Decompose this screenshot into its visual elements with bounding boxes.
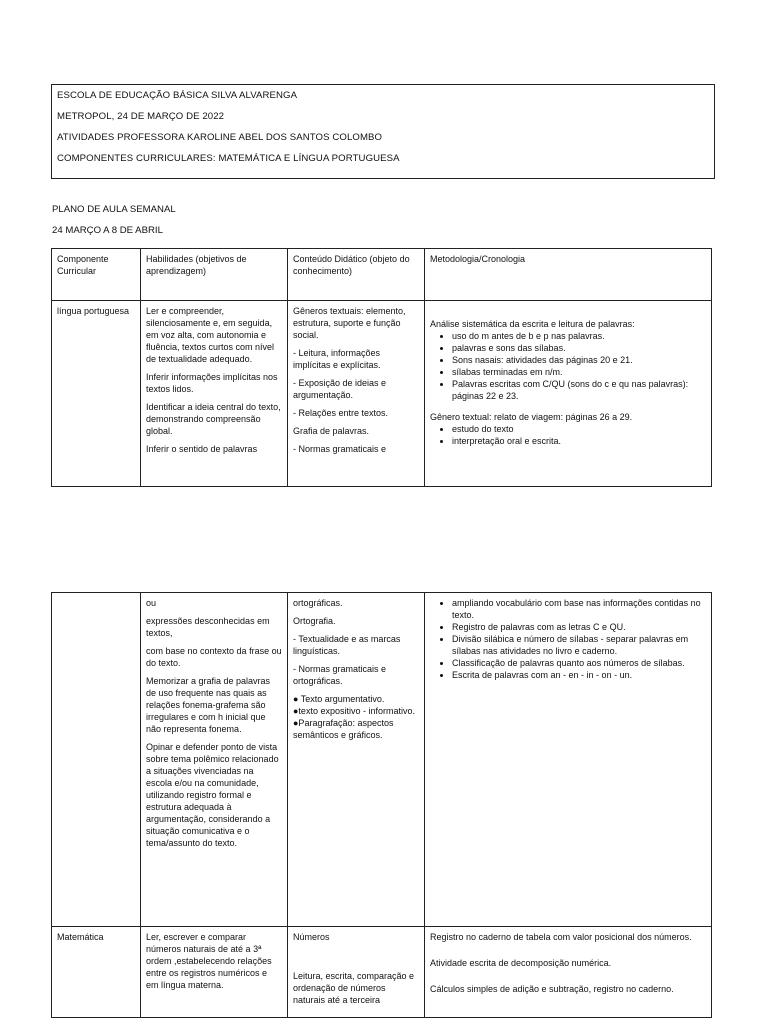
table-header-row bbox=[52, 249, 712, 301]
method-text: Atividade escrita de decomposição numérica. bbox=[430, 958, 612, 968]
method-intro: Análise sistemática da escrita e leitura de palavras: bbox=[430, 319, 635, 329]
components-line: COMPONENTES CURRICULARES: MATEMÁTICA E LÍNGUA PORTUGUESA bbox=[57, 153, 400, 164]
method-list-2 bbox=[430, 423, 706, 447]
content-text: - Normas gramaticais e bbox=[293, 444, 387, 454]
content-text: ortográficas. bbox=[293, 598, 343, 608]
method-text: Registro no caderno de tabela com valor posicional dos números. bbox=[430, 932, 692, 942]
content-text: - Relações entre textos. bbox=[293, 408, 389, 418]
list-item: • Palavras escritas com C/QU (sons do c e qu nas palavras): páginas 22 e 23. bbox=[452, 378, 706, 402]
lesson-plan-table-2 bbox=[51, 592, 712, 1018]
school-name: ESCOLA DE EDUCAÇÃO BÁSICA SILVA ALVARENGA bbox=[57, 90, 298, 101]
method-cell bbox=[425, 593, 712, 927]
col-header-method: Metodologia/Cronologia bbox=[425, 249, 712, 301]
method-list bbox=[430, 597, 706, 681]
skill-text: ou bbox=[146, 598, 157, 608]
list-item: • sílabas terminadas em n/m. bbox=[452, 366, 706, 378]
content-cell bbox=[288, 927, 425, 1018]
content-text: - Exposição de ideias e argumentação. bbox=[293, 378, 387, 400]
lesson-plan-table-1 bbox=[51, 248, 712, 487]
list-item: • Classificação de palavras quanto aos números de sílabas. bbox=[452, 657, 706, 669]
component-cell: Matemática bbox=[52, 927, 141, 1018]
skill-text: Identificar a ideia central do texto, demonstrando compreensão global. bbox=[146, 402, 281, 436]
skill-text: Inferir o sentido de palavras bbox=[146, 444, 258, 454]
content-title: Números bbox=[293, 932, 330, 942]
col-header-component: Componente Curricular bbox=[52, 249, 141, 301]
content-bullet: ● Texto argumentativo. bbox=[293, 694, 385, 704]
col-header-skills: Habilidades (objetivos de aprendizagem) bbox=[141, 249, 288, 301]
skills-cell bbox=[141, 301, 288, 487]
method-cell bbox=[425, 301, 712, 487]
content-text: - Textualidade e as marcas linguísticas. bbox=[293, 634, 401, 656]
component-cell: língua portuguesa bbox=[52, 301, 141, 487]
skills-cell bbox=[141, 593, 288, 927]
skill-text: Ler e compreender, silenciosamente e, em seguida, em voz alta, com autonomia e fluência, textos curtos com nível de textualidade adequado. bbox=[146, 306, 275, 364]
list-item: • Sons nasais: atividades das páginas 20 e 21. bbox=[452, 354, 706, 366]
content-text: Gêneros textuais: elemento, estrutura, suporte e função social. bbox=[293, 306, 406, 340]
col-header-content: Conteúdo Didático (objeto do conhecimento) bbox=[288, 249, 425, 301]
list-item: • interpretação oral e escrita. bbox=[452, 435, 706, 447]
content-bullet: ●texto expositivo - informativo. bbox=[293, 706, 415, 716]
component-cell bbox=[52, 593, 141, 927]
method-list bbox=[430, 330, 706, 402]
method-text: Cálculos simples de adição e subtração, registro no caderno. bbox=[430, 984, 674, 994]
list-item: • uso do m antes de b e p nas palavras. bbox=[452, 330, 706, 342]
method-cell bbox=[425, 927, 712, 1018]
skills-cell: Ler, escrever e comparar números naturais de até a 3ª ordem ,estabelecendo relações entre os registros numéricos e em língua materna. bbox=[141, 927, 288, 1018]
content-bullet: ●Paragrafação: aspectos semânticos e gráficos. bbox=[293, 718, 394, 740]
plan-period: 24 MARÇO A 8 DE ABRIL bbox=[52, 225, 163, 236]
content-text: - Normas gramaticais e ortográficas. bbox=[293, 664, 387, 686]
teacher-line: ATIVIDADES PROFESSORA KAROLINE ABEL DOS SANTOS COLOMBO bbox=[57, 132, 383, 143]
skill-text: Opinar e defender ponto de vista sobre tema polêmico relacionado a situações vivenciadas na escola e/ou na comunidade, utilizando registro formal e estrutura adequada à argumentação, considerando a situação comunicativa e o tema/assunto do texto. bbox=[146, 742, 279, 848]
skill-text: Memorizar a grafia de palavras de uso frequente nas quais as relações fonema-grafema são irregulares e com h inicial que não representa fonema. bbox=[146, 676, 271, 734]
content-text: Ortografia. bbox=[293, 616, 336, 626]
table-row bbox=[52, 593, 712, 927]
table-row bbox=[52, 301, 712, 487]
content-text: Leitura, escrita, comparação e ordenação de números naturais até a terceira bbox=[293, 971, 415, 1005]
content-cell bbox=[288, 301, 425, 487]
skill-text: Inferir informações implícitas nos textos lidos. bbox=[146, 372, 278, 394]
content-text: - Leitura, informações implícitas e explícitas. bbox=[293, 348, 381, 370]
content-text: Grafia de palavras. bbox=[293, 426, 370, 436]
date-line: METROPOL, 24 DE MARÇO DE 2022 bbox=[57, 111, 225, 122]
list-item: • estudo do texto bbox=[452, 423, 706, 435]
table-row bbox=[52, 927, 712, 1018]
content-cell bbox=[288, 593, 425, 927]
list-item: • Escrita de palavras com an - en - in - on - un. bbox=[452, 669, 706, 681]
skill-text: com base no contexto da frase ou do texto. bbox=[146, 646, 282, 668]
list-item: • Registro de palavras com as letras C e QU. bbox=[452, 621, 706, 633]
method-intro-2: Gênero textual: relato de viagem: páginas 26 a 29. bbox=[430, 412, 633, 422]
school-header-box bbox=[51, 84, 715, 179]
plan-title: PLANO DE AULA SEMANAL bbox=[52, 204, 176, 215]
list-item: • ampliando vocabulário com base nas informações contidas no texto. bbox=[452, 597, 706, 621]
list-item: • Divisão silábica e número de sílabas - separar palavras em sílabas nas atividades no livro e caderno. bbox=[452, 633, 706, 657]
skill-text: expressões desconhecidas em textos, bbox=[146, 616, 270, 638]
list-item: • palavras e sons das sílabas. bbox=[452, 342, 706, 354]
